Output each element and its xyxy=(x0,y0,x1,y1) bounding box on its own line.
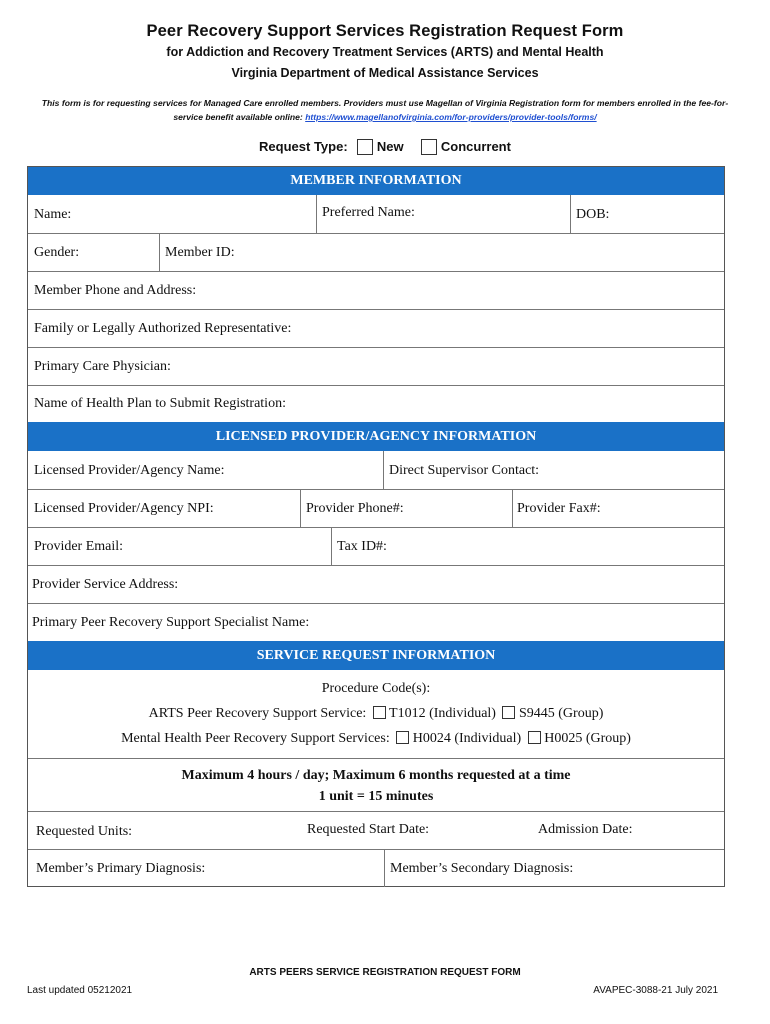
instruction-note xyxy=(30,96,740,124)
member-phone-address-field[interactable]: Member Phone and Address: xyxy=(34,283,197,298)
primary-diagnosis-field[interactable]: Member’s Primary Diagnosis: xyxy=(36,861,206,876)
member-name-field[interactable]: Name: xyxy=(34,207,72,222)
family-representative-field[interactable]: Family or Legally Authorized Representative: xyxy=(34,321,292,336)
admission-date-field[interactable]: Admission Date: xyxy=(538,822,633,837)
secondary-diagnosis-field[interactable]: Member’s Secondary Diagnosis: xyxy=(390,861,574,876)
provider-fax-field[interactable]: Provider Fax#: xyxy=(517,501,601,516)
provider-phone-field[interactable]: Provider Phone#: xyxy=(306,501,404,516)
max-hours-note: Maximum 4 hours / day; Maximum 6 months requested at a time xyxy=(181,768,571,783)
h0024-label: H0024 (Individual) xyxy=(412,731,522,746)
supervisor-contact-field[interactable]: Direct Supervisor Contact: xyxy=(389,463,540,478)
t1012-checkbox[interactable] xyxy=(373,706,386,719)
service-address-field[interactable]: Provider Service Address: xyxy=(32,577,179,592)
t1012-label: T1012 (Individual) xyxy=(389,706,496,721)
provider-info-heading: LICENSED PROVIDER/AGENCY INFORMATION xyxy=(28,422,724,451)
new-label: New xyxy=(376,139,404,155)
preferred-name-field[interactable]: Preferred Name: xyxy=(322,205,415,220)
new-checkbox[interactable] xyxy=(357,139,373,155)
member-info-heading: MEMBER INFORMATION xyxy=(28,167,724,195)
health-plan-field[interactable]: Name of Health Plan to Submit Registration: xyxy=(34,396,286,411)
form-subtitle: for Addiction and Recovery Treatment Services (ARTS) and Mental Health xyxy=(166,45,604,59)
procedure-codes-label: Procedure Code(s): xyxy=(321,681,431,696)
h0024-checkbox[interactable] xyxy=(396,731,409,744)
agency-name-field[interactable]: Licensed Provider/Agency Name: xyxy=(34,463,225,478)
form-title: Peer Recovery Support Services Registration Request Form xyxy=(146,22,624,40)
provider-email-field[interactable]: Provider Email: xyxy=(34,539,124,554)
note-text: This form is for requesting services for Managed Care enrolled members. Providers must use Magellan of Virginia Registration form for members enrolled in the fee-for-service benefit available online: xyxy=(41,98,729,122)
service-request-heading: SERVICE REQUEST INFORMATION xyxy=(28,641,724,670)
member-id-field[interactable]: Member ID: xyxy=(165,245,235,260)
dob-field[interactable]: DOB: xyxy=(576,207,610,222)
tax-id-field[interactable]: Tax ID#: xyxy=(337,539,387,554)
last-updated-text: Last updated 05212021 xyxy=(27,985,133,996)
request-type-label: Request Type: xyxy=(259,139,348,155)
gender-field[interactable]: Gender: xyxy=(34,245,80,260)
concurrent-checkbox[interactable] xyxy=(421,139,437,155)
requested-start-date-field[interactable]: Requested Start Date: xyxy=(307,822,430,837)
h0025-checkbox[interactable] xyxy=(528,731,541,744)
h0025-label: H0025 (Group) xyxy=(544,731,631,746)
agency-npi-field[interactable]: Licensed Provider/Agency NPI: xyxy=(34,501,214,516)
request-type-row xyxy=(0,138,770,155)
magellan-forms-link[interactable]: https://www.magellanofvirginia.com/for-providers/provider-tools/forms/ xyxy=(305,112,597,122)
primary-care-physician-field[interactable]: Primary Care Physician: xyxy=(34,359,171,374)
arts-service-label: ARTS Peer Recovery Support Service: xyxy=(148,706,367,721)
registration-form-table xyxy=(27,166,725,887)
s9445-checkbox[interactable] xyxy=(502,706,515,719)
arts-service-row xyxy=(28,706,724,722)
mh-service-label: Mental Health Peer Recovery Support Services: xyxy=(121,731,390,746)
s9445-label: S9445 (Group) xyxy=(518,706,604,721)
footer-form-name: ARTS PEERS SERVICE REGISTRATION REQUEST FORM xyxy=(249,967,521,978)
concurrent-label: Concurrent xyxy=(440,139,511,155)
form-code-text: AVAPEC-3088-21 July 2021 xyxy=(593,985,718,996)
requested-units-field[interactable]: Requested Units: xyxy=(36,824,133,839)
unit-definition-note: 1 unit = 15 minutes xyxy=(318,789,434,804)
agency-name: Virginia Department of Medical Assistance Services xyxy=(231,66,539,80)
mh-service-row xyxy=(28,731,724,747)
peer-specialist-field[interactable]: Primary Peer Recovery Support Specialist Name: xyxy=(32,615,310,630)
